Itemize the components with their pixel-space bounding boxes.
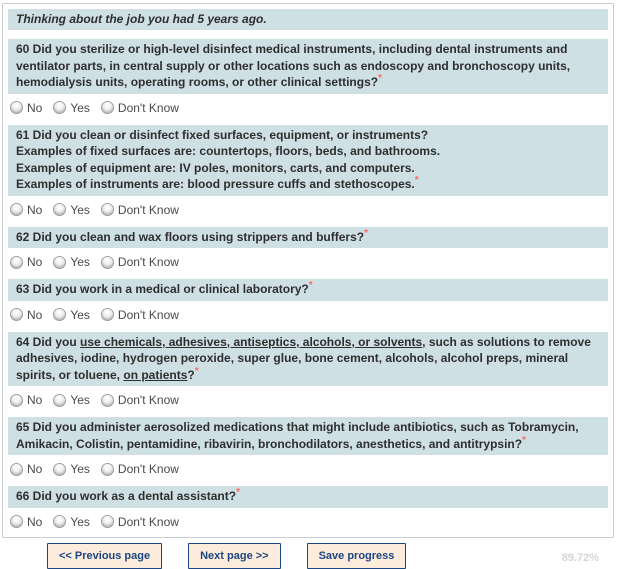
question-line xyxy=(16,488,600,505)
radio-button-icon[interactable] xyxy=(10,203,23,216)
radio-button-icon[interactable] xyxy=(101,308,114,321)
question-line xyxy=(16,334,600,384)
question-phrase: ? xyxy=(187,367,195,382)
radio-button-icon[interactable] xyxy=(53,203,66,216)
radio-button-icon[interactable] xyxy=(53,394,66,407)
question-phrase: 60 Did you sterilize or high-level disinfect medical instruments, including dental instruments and ventilator parts, in central supply or other locations such as endoscopy and bronchoscopy units, hemodialysis units, operating rooms, or other clinical settings? xyxy=(16,42,571,89)
radio-option-label: Yes xyxy=(70,462,90,476)
radio-option-label: Yes xyxy=(70,202,90,217)
required-asterisk: * xyxy=(364,227,368,239)
radio-option-yes[interactable] xyxy=(53,255,90,269)
underlined-phrase: use chemicals, adhesives, antiseptics, alcohols, or solvents xyxy=(80,334,423,349)
question-phrase: 65 Did you administer aerosolized medications that might include antibiotics, such as Tobramycin, Amikacin, Colistin, pentamidine, ribavirin, bronchodilators, anesthetics, and antitrypsin? xyxy=(16,420,579,451)
question-line xyxy=(16,160,600,177)
required-asterisk: * xyxy=(308,280,313,291)
radio-option-label: No xyxy=(27,307,43,322)
question-block xyxy=(7,125,609,218)
question-line xyxy=(16,281,600,298)
radio-button-icon[interactable] xyxy=(10,463,23,476)
radio-option-label: Yes xyxy=(70,100,90,115)
radio-option-label: Yes xyxy=(70,255,90,269)
radio-option-no[interactable] xyxy=(10,393,42,407)
underlined-phrase: on patients xyxy=(123,367,188,382)
answer-options xyxy=(10,202,609,218)
radio-button-icon[interactable] xyxy=(10,394,23,407)
question-text xyxy=(8,417,608,455)
question-text xyxy=(8,39,608,94)
radio-option-label: Don't Know xyxy=(117,514,179,529)
radio-button-icon[interactable] xyxy=(101,463,114,476)
radio-option-don-t-know[interactable] xyxy=(101,101,179,115)
radio-option-label: No xyxy=(27,202,43,217)
radio-option-don-t-know[interactable] xyxy=(101,462,179,476)
radio-button-icon[interactable] xyxy=(53,101,66,114)
radio-button-icon[interactable] xyxy=(10,256,23,269)
question-list xyxy=(7,39,609,530)
radio-button-icon[interactable] xyxy=(53,515,66,528)
question-block xyxy=(7,39,609,116)
required-asterisk: * xyxy=(194,365,199,377)
question-phrase: , such as solutions to remove adhesives, iodine, hydrogen peroxide, super glue, bone cement, alcohols, alcohol preps, mineral spirits, or toluene, xyxy=(16,334,591,382)
question-line xyxy=(16,419,600,452)
question-phrase: 66 Did you work as a dental assistant? xyxy=(16,489,237,503)
radio-option-don-t-know[interactable] xyxy=(101,255,179,269)
radio-option-don-t-know[interactable] xyxy=(101,203,179,217)
next-page-button[interactable]: Next page >> xyxy=(188,543,280,569)
required-asterisk: * xyxy=(236,487,240,498)
radio-option-label: Don't Know xyxy=(117,255,179,269)
question-block xyxy=(7,486,609,530)
radio-option-no[interactable] xyxy=(10,101,42,115)
radio-option-yes[interactable] xyxy=(53,462,90,476)
radio-option-label: Don't Know xyxy=(117,307,179,322)
save-progress-button[interactable]: Save progress xyxy=(307,543,407,569)
question-text xyxy=(8,486,608,508)
radio-option-yes[interactable] xyxy=(53,308,90,322)
radio-button-icon[interactable] xyxy=(101,256,114,269)
radio-option-no[interactable] xyxy=(10,203,42,217)
question-phrase: Examples of equipment are: IV poles, monitors, carts, and computers. xyxy=(16,160,415,175)
navigation-footer xyxy=(47,543,609,569)
question-line xyxy=(16,41,600,91)
radio-option-label: Don't Know xyxy=(117,202,179,217)
question-phrase: 63 Did you work in a medical or clinical laboratory? xyxy=(16,282,309,296)
radio-option-label: No xyxy=(27,255,43,269)
radio-button-icon[interactable] xyxy=(101,101,114,114)
radio-option-label: Don't Know xyxy=(117,100,179,115)
radio-option-label: Don't Know xyxy=(117,393,179,407)
question-text xyxy=(8,125,608,196)
progress-percentage: 89.72% xyxy=(561,551,599,564)
question-block xyxy=(7,332,609,409)
required-asterisk: * xyxy=(414,175,419,186)
question-text xyxy=(8,332,608,387)
radio-button-icon[interactable] xyxy=(101,394,114,407)
answer-options xyxy=(10,254,609,270)
question-phrase: 64 Did you xyxy=(16,334,81,349)
question-line xyxy=(16,143,600,160)
radio-option-no[interactable] xyxy=(10,515,42,529)
radio-button-icon[interactable] xyxy=(101,203,114,216)
radio-option-label: Yes xyxy=(70,514,90,529)
required-asterisk: * xyxy=(522,434,526,446)
radio-option-label: No xyxy=(27,100,43,115)
question-block xyxy=(7,227,609,271)
radio-button-icon[interactable] xyxy=(53,308,66,321)
section-header: Thinking about the job you had 5 years ago. xyxy=(8,9,608,30)
previous-page-button[interactable]: << Previous page xyxy=(47,543,162,569)
radio-option-label: No xyxy=(27,514,43,529)
radio-option-label: No xyxy=(27,393,43,407)
question-line xyxy=(16,176,600,193)
question-block xyxy=(7,417,609,477)
radio-option-don-t-know[interactable] xyxy=(101,515,179,529)
radio-option-yes[interactable] xyxy=(53,393,90,407)
question-phrase: 62 Did you clean and wax floors using strippers and buffers? xyxy=(16,229,365,244)
radio-option-don-t-know[interactable] xyxy=(101,393,179,407)
radio-option-yes[interactable] xyxy=(53,101,90,115)
answer-options xyxy=(10,392,609,408)
radio-option-label: No xyxy=(27,462,43,476)
question-text xyxy=(8,279,608,301)
radio-option-no[interactable] xyxy=(10,255,42,269)
question-phrase: Examples of fixed surfaces are: countertops, floors, beds, and bathrooms. xyxy=(16,144,441,158)
radio-button-icon[interactable] xyxy=(53,463,66,476)
radio-option-yes[interactable] xyxy=(53,515,90,529)
radio-option-no[interactable] xyxy=(10,462,42,476)
question-phrase: Examples of instruments are: blood pressure cuffs and stethoscopes. xyxy=(16,177,415,191)
radio-option-don-t-know[interactable] xyxy=(101,308,179,322)
question-line xyxy=(16,229,600,246)
radio-option-yes[interactable] xyxy=(53,203,90,217)
question-phrase: 61 Did you clean or disinfect fixed surfaces, equipment, or instruments? xyxy=(16,127,429,142)
answer-options xyxy=(10,514,609,530)
radio-option-label: Don't Know xyxy=(117,462,179,476)
radio-button-icon[interactable] xyxy=(10,101,23,114)
radio-button-icon[interactable] xyxy=(101,515,114,528)
radio-button-icon[interactable] xyxy=(10,515,23,528)
answer-options xyxy=(10,100,609,116)
required-asterisk: * xyxy=(378,73,382,84)
radio-button-icon[interactable] xyxy=(53,256,66,269)
question-line xyxy=(16,127,600,144)
question-block xyxy=(7,279,609,323)
radio-option-no[interactable] xyxy=(10,308,42,322)
answer-options xyxy=(10,307,609,323)
radio-option-label: Yes xyxy=(70,307,90,322)
answer-options xyxy=(10,461,609,477)
question-text xyxy=(8,227,608,249)
radio-option-label: Yes xyxy=(70,393,90,407)
survey-page xyxy=(2,3,614,564)
radio-button-icon[interactable] xyxy=(10,308,23,321)
